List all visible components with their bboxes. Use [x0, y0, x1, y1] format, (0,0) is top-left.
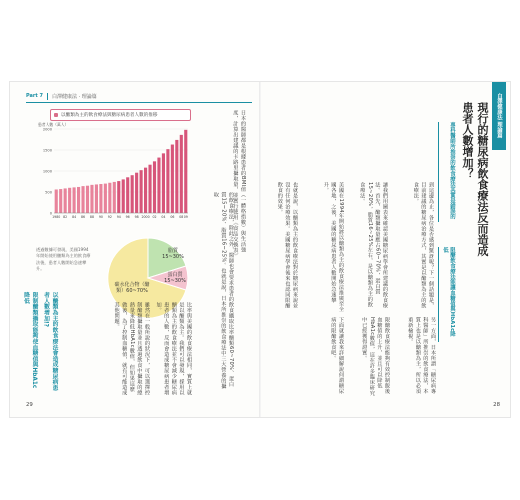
header-rule: [26, 102, 252, 103]
bar: [104, 184, 107, 213]
bar: [64, 188, 67, 213]
page-title: 現行的糖尿病飲食療法反而造成患者人數增加？: [461, 102, 489, 256]
page-header: [26, 91, 97, 101]
bar: [135, 173, 138, 213]
bar: [68, 188, 71, 213]
bar: [86, 186, 89, 213]
left-text-col-4: 雖然在一般所說的狀況下，可以選擇控制醣類攝取量並且透過飲食中攝取的總熱量來降低HbA1c數值，但如果這麼做後，為了控制血糖值，就有可能造成其他問題。: [113, 302, 150, 396]
header-part: Part 7: [26, 93, 43, 99]
x-tick-label: 1980: [52, 215, 61, 219]
pie-caption: 透過數據可發現，美國1994年開始使用醣類為主的飲食療法後，患者人數開始急速攀升。: [36, 247, 91, 271]
subhead-2: 限醣飲食療法能讓血糖值與HbA1c降低: [438, 247, 455, 342]
y-axis-label: 患者人數（萬人）: [38, 122, 69, 127]
left-text-col-1: 日本的醫師都是根據患者的BMI值（一體格指數）與生活強度，計算出建議的卡路里攝取量，並實行使用《食品交換表》: [232, 110, 246, 259]
left-page: [10, 82, 260, 417]
highlight-1: 以醣類為主的飲食療法會造成糖尿病患者人數增加!?: [42, 292, 57, 391]
chart-title-box: [50, 109, 191, 121]
right-text-col-2: 讓我們用圖表來確認美國糖尿病學會所建議的飲食療法。首先，醣類攝取量應占60~70%，蛋白質15~20%，脂質16~25%左右，是以醣類為主的飲食療法。: [359, 182, 388, 309]
right-text-col-7: 下面就讓我來詳細解說何謂糖尿病的限醣飲食吧。: [330, 317, 344, 394]
right-page: [260, 82, 510, 417]
bar: [55, 189, 58, 213]
y-tick-label: 1500: [42, 148, 52, 153]
y-tick-label: 0: [49, 211, 52, 216]
x-tick-label: 08: [179, 215, 184, 219]
bar: [171, 145, 174, 213]
x-tick-label: 2000: [141, 215, 150, 219]
bar: [153, 161, 156, 213]
right-text-col-4: 也就是說，以醣類為主的飲食療法對於糖尿病來說並沒有任何治療效果。美國糖尿病學會後來也認同限醣飲食的效果。: [276, 182, 298, 309]
x-tick-label: 98: [134, 215, 139, 219]
page-number-right: 28: [493, 402, 500, 408]
bar: [73, 187, 76, 213]
right-text-col-1: 到這邊為止，各位是否感到驚訝呢？下一個話題是，目前建議的糖尿病治療方式，其實是以醣類為主的飲食療法。: [412, 182, 434, 309]
bar: [108, 183, 111, 213]
bar-chart: [36, 107, 191, 232]
right-text-col-3: 美國在1994年開始將以醣類為主的飲食療法推廣至全國各地，之後，美國的糖尿病患者人數開始急速攀升。: [322, 182, 344, 312]
bar: [162, 153, 165, 213]
bar: [126, 177, 129, 213]
left-text-col-3: 比率與美國的飲食療法相同，實質上就是以醣類為主。我們可以發現，採用以醣類為主的飲食療法並不會減少糖尿病患者的人數，反而會造成糖尿病患者增加。: [155, 302, 192, 396]
bar: [166, 149, 169, 213]
highlight-2: 限制醣類攝取能夠使血糖值與HbA1c降低: [22, 292, 37, 389]
y-tick-label: 2000: [42, 127, 52, 132]
bar: [77, 187, 80, 213]
subhead-1: 專科醫師所推崇的飲食療法其實是錯誤的: [438, 122, 455, 222]
header-divider: [47, 93, 48, 100]
x-tick-label: 90: [98, 215, 103, 219]
bar: [122, 179, 125, 213]
x-tick-label: 94: [116, 215, 121, 219]
bar: [90, 185, 93, 213]
x-tick-label: 92: [107, 215, 112, 219]
bar: [99, 184, 102, 213]
x-tick-label: 84: [72, 215, 77, 219]
x-tick-label: 86: [81, 215, 86, 219]
pie-label-fat: 脂質 15~30%: [162, 248, 184, 261]
bar: [140, 170, 143, 213]
bar: [144, 168, 147, 213]
bar: [148, 165, 151, 213]
bar: [81, 186, 84, 213]
y-tick-label: 1000: [42, 169, 52, 174]
chart-plot: [36, 121, 191, 231]
bar: [95, 184, 98, 213]
bar: [131, 175, 134, 213]
bar: [113, 182, 116, 213]
bar: [117, 181, 120, 213]
x-tick-label: 06: [170, 215, 175, 219]
bar: [157, 158, 160, 213]
title-marker-icon: [54, 113, 58, 117]
y-tick-label: 500: [45, 190, 52, 195]
pie-label-carb: 碳水化合物（醣類）60~70%: [114, 282, 150, 295]
x-tick-label: 88: [89, 215, 94, 219]
bar: [59, 189, 62, 213]
page-number-left: 29: [26, 402, 33, 408]
x-tick-label: 09: [183, 215, 188, 219]
x-tick-label: 82: [63, 215, 68, 219]
x-tick-label: 04: [161, 215, 166, 219]
pie-label-protein: 蛋白質 15~30%: [164, 272, 186, 285]
bar: [184, 130, 187, 213]
right-text-col-5: 另一方面，日本所謂「糖尿病專科醫師」所推崇的飲食療法，本質上也是以醣類為主，所以必須重新檢視。: [407, 317, 436, 394]
x-tick-label: 02: [152, 215, 157, 219]
right-text-col-6: 限醣飲食療法能夠有效控制飯後血糖值的上升，並且可以降低HbA1c數值，這在許多臨床研究中已經獲得證實。: [361, 317, 390, 396]
left-text-col-2: 的飲食療法，除此之外，醫師也會要求患者的飲食攝取比率醣類60~70%、蛋白質15~20%、脂質16~25%。也就是說，日本所推崇的飲食療法中三大營養的攝取: [212, 192, 234, 390]
x-tick-label: 96: [125, 215, 130, 219]
book-spread: [10, 82, 510, 417]
header-title: 白澤健康法 · 理論篇: [51, 93, 97, 100]
section-tab: 白澤健康法 理論篇: [492, 82, 506, 150]
bar: [180, 135, 183, 213]
bar: [175, 140, 178, 213]
chart-title: 以醣類為主的飲食療法與糖尿病患者人數的推移: [61, 113, 158, 118]
